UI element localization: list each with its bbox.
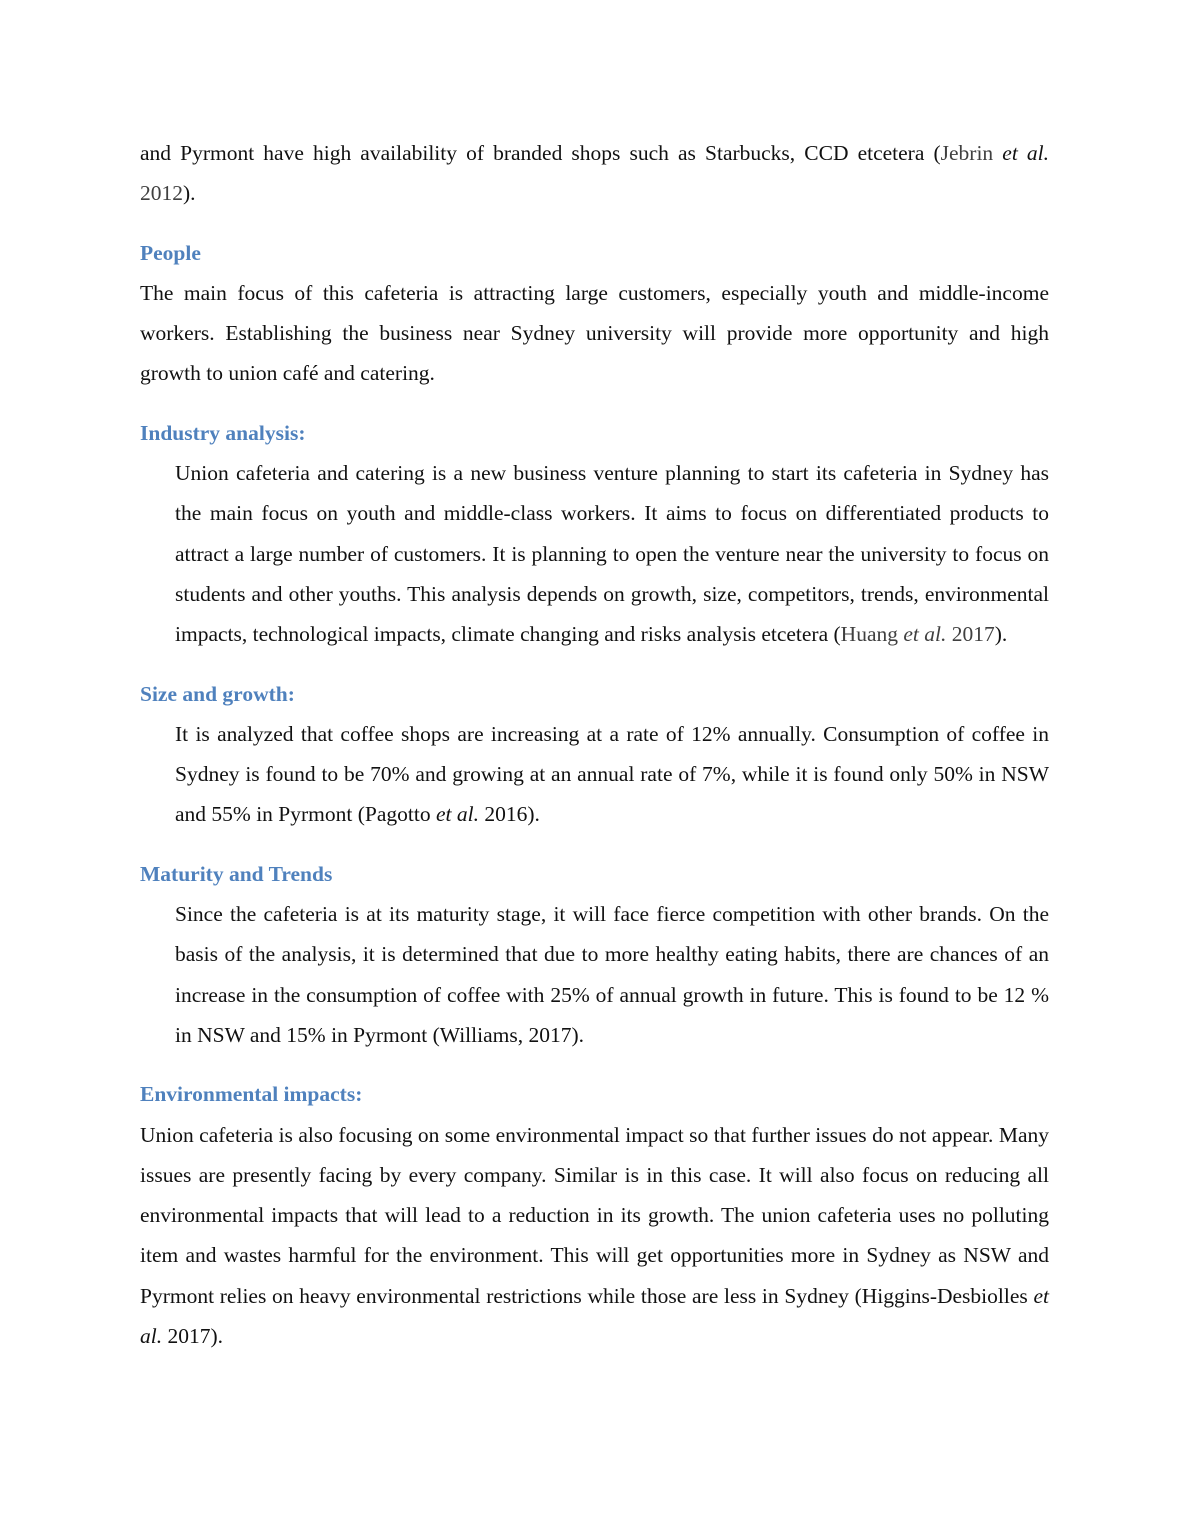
intro-citation-author: Jebrin xyxy=(940,141,1003,165)
size-growth-paragraph xyxy=(175,714,1049,835)
industry-analysis-heading: Industry analysis: xyxy=(140,420,306,445)
intro-citation-etal: et al. xyxy=(1002,141,1049,165)
intro-close: ). xyxy=(183,181,196,206)
maturity-trends-paragraph: Since the cafeteria is at its maturity stage, it will face fierce competition with other brands. On the basis of the analysis, it is determined that due to more healthy eating habits, there are chances of an increase in the consumption of coffee with 25% of annual growth in future. This is found to be 12 % in NSW and 15% in Pyrmont (Williams, 2017). xyxy=(175,902,1049,1047)
environmental-impacts-paragraph xyxy=(140,1115,1049,1357)
industry-analysis-paragraph xyxy=(175,453,1049,654)
industry-close: ). xyxy=(994,622,1008,647)
environment-close: 2017). xyxy=(162,1324,224,1349)
maturity-trends-heading: Maturity and Trends xyxy=(140,861,333,886)
intro-text: and Pyrmont have high availability of branded shops such as Starbucks, CCD etcetera ( xyxy=(140,141,941,165)
industry-text: Union cafeteria and catering is a new business venture planning to start its cafeteria in Sydney has the main focus on youth and middle-class workers. It aims to focus on differentiated products to attract a large number of customers. It is planning to open the venture near the university to focus on students and other youths. This analysis depends on growth, size, competitors, trends, environmental impacts, technological impacts, climate changing and risks analysis etcetera ( xyxy=(175,461,1049,647)
size-citation-etal: et al. xyxy=(435,802,479,827)
size-close: 2016). xyxy=(478,802,540,827)
size-text: It is analyzed that coffee shops are increasing at a rate of 12% annually. Consumption of coffee in Sydney is found to be 70% and growing at an annual rate of 7%, while it is found only 50% in NSW and 55% in Pyrmont (Pagotto xyxy=(175,721,1049,827)
intro-paragraph xyxy=(140,133,1049,214)
industry-citation-year: 2017 xyxy=(946,622,995,647)
people-paragraph: The main focus of this cafeteria is attracting large customers, especially youth and middle-income workers. Establishing the business near Sydney university will provide more opportunity and high growth to union café and catering. xyxy=(140,280,1049,386)
industry-citation-author: Huang xyxy=(840,622,904,647)
industry-citation-etal: et al. xyxy=(903,622,947,647)
environmental-impacts-heading: Environmental impacts: xyxy=(140,1082,363,1107)
environment-text: Union cafeteria is also focusing on some environmental impact so that further issues do not appear. Many issues are presently facing by every company. Similar is in this case. It will also focus on reducing all environmental impacts that will lead to a reduction in its growth. The union cafeteria uses no polluting item and wastes harmful for the environment. This will get opportunities more in Sydney as NSW and Pyrmont relies on heavy environmental restrictions while those are less in Sydney (Higgins-Desbiolles xyxy=(140,1122,1049,1308)
intro-citation-year: 2012 xyxy=(140,181,183,206)
environment-citation-etal: et al. xyxy=(140,1283,1049,1349)
people-heading: People xyxy=(140,240,201,265)
document-page xyxy=(140,133,1049,1356)
size-growth-heading: Size and growth: xyxy=(140,681,295,706)
